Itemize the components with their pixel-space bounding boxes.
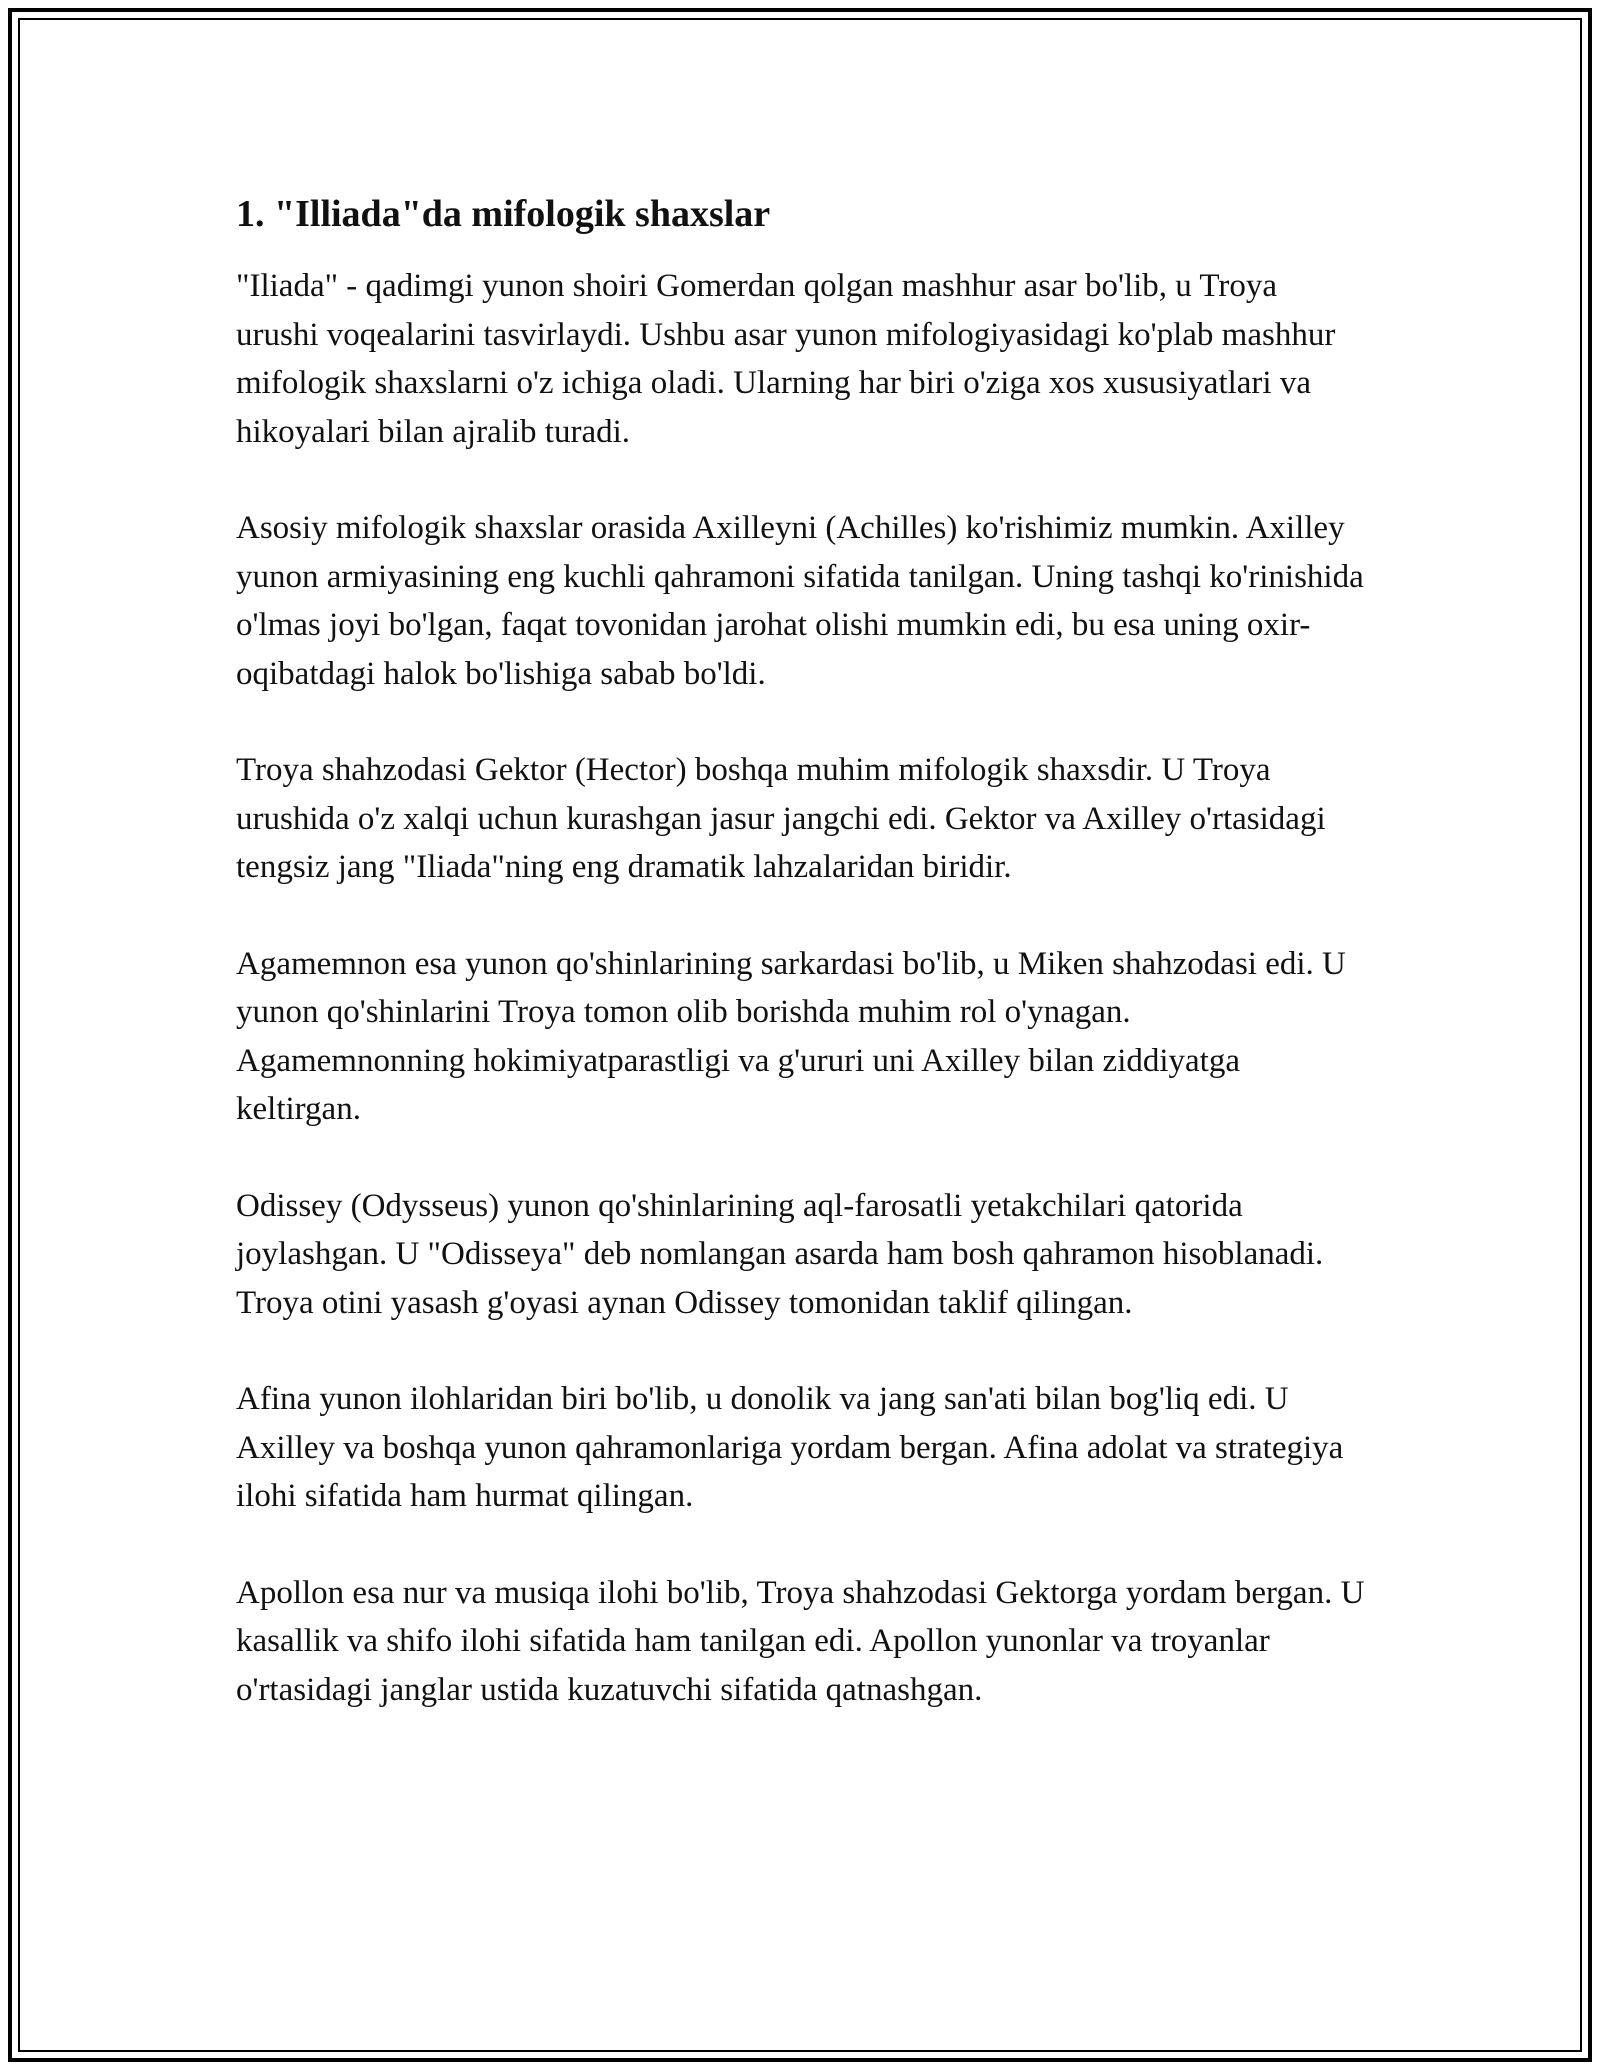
paragraph-agamemnon: Agamemnon esa yunon qo'shinlarining sarkardasi bo'lib, u Miken shahzodasi edi. U yunon qo'shinlarini Troya tomon olib borishda muhim rol o'ynagan. Agamemnonning hokimiyatparastligi va g'ururi uni Axilley bilan ziddiyatga keltirgan.	[236, 945, 1346, 1127]
section-heading: 1. "Illiada"da mifologik shaxslar	[236, 193, 771, 235]
paragraph-achilles: Asosiy mifologik shaxslar orasida Axilleyni (Achilles) ko'rishimiz mumkin. Axilley yunon armiyasining eng kuchli qahramoni sifatida tanilgan. Uning tashqi ko'rinishida o'lmas joyi bo'lgan, faqat tovonidan jarohat olishi mumkin edi, bu esa uning oxir-oqibatdagi halok bo'lishiga sabab bo'ldi.	[236, 510, 1364, 692]
document-body	[236, 186, 1366, 1762]
paragraph-intro: "Iliada" - qadimgi yunon shoiri Gomerdan qolgan mashhur asar bo'lib, u Troya urushi voqealarini tasvirlaydi. Ushbu asar yunon mifologiyasidagi ko'plab mashhur mifologik shaxslarni o'z ichiga oladi. Ularning har biri o'ziga xos xususiyatlari va hikoyalari bilan ajralib turadi.	[236, 268, 1336, 450]
paragraph-athena: Afina yunon ilohlaridan biri bo'lib, u donolik va jang san'ati bilan bog'liq edi. U Axilley va boshqa yunon qahramonlariga yordam bergan. Afina adolat va strategiya ilohi sifatida ham hurmat qilingan.	[236, 1381, 1344, 1514]
paragraph-odysseus: Odissey (Odysseus) yunon qo'shinlarining aql-farosatli yetakchilari qatorida joylashgan. U "Odisseya" deb nomlangan asarda ham bosh qahramon hisoblanadi. Troya otini yasash g'oyasi aynan Odissey tomonidan taklif qilingan.	[236, 1187, 1324, 1321]
paragraph-hector: Troya shahzodasi Gektor (Hector) boshqa muhim mifologik shaxsdir. U Troya urushida o'z xalqi uchun kurashgan jasur jangchi edi. Gektor va Axilley o'rtasidagi tengsiz jang "Iliada"ning eng dramatik lahzalaridan biridir.	[236, 752, 1326, 885]
paragraph-apollo: Apollon esa nur va musiqa ilohi bo'lib, Troya shahzodasi Gektorga yordam bergan. U kasallik va shifo ilohi sifatida ham tanilgan edi. Apollon yunonlar va troyanlar o'rtasidagi janglar ustida kuzatuvchi sifatida qatnashgan.	[236, 1574, 1365, 1708]
